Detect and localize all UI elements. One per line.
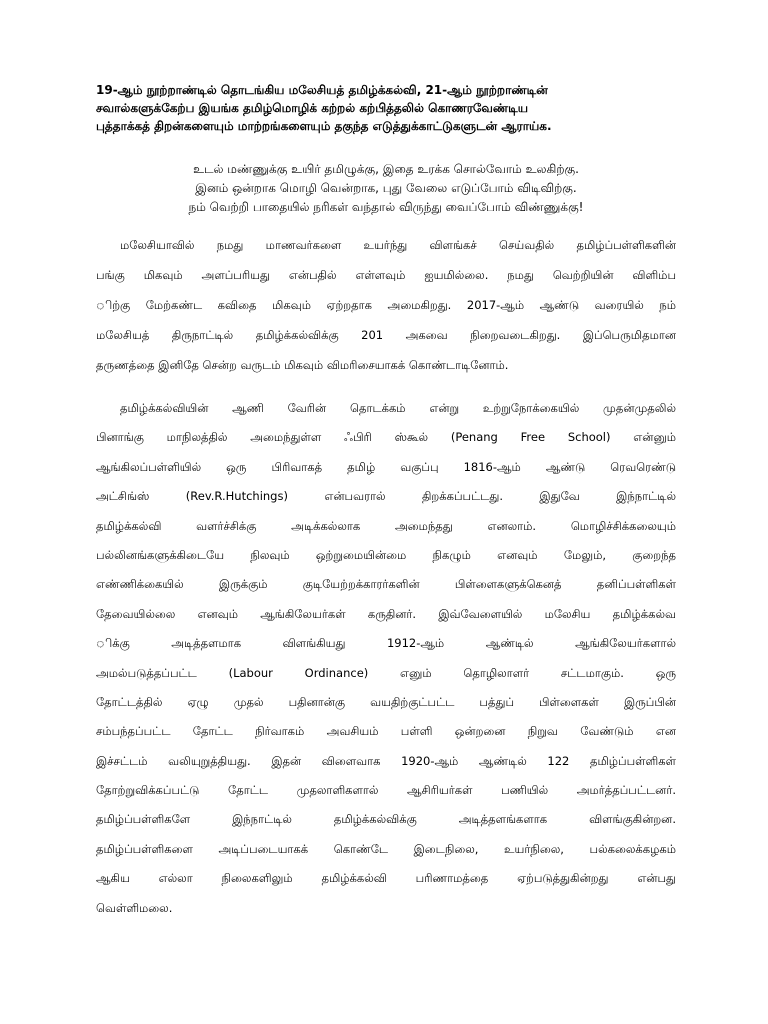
- paragraph-line: தமிழ்க்கல்வி வளர்ச்சிக்கு அடிக்கல்லாக அமைந்தது எனலாம். மொழிச்சிக்கலையும்: [96, 518, 676, 533]
- paragraph-line: மலேசியத் திருநாட்டில் தமிழ்க்கல்விக்கு 201 அகவை நிறைவடைகிறது. இப்பெருமிதமான: [96, 328, 676, 342]
- paragraph-line: பினாங்கு மாநிலத்தில் அமைந்துள்ள ஃபிரி ஸ்கூல் (Penang Free School) என்னும்: [96, 430, 676, 445]
- paragraph-line: தருணத்தை இனிதே சென்ற வருடம் மிகவும் விமரிசையாகக் கொண்டாடினோம்.: [96, 358, 509, 372]
- paragraph-line: ஆகிய எல்லா நிலைகளிலும் தமிழ்க்கல்வி பரிணாமத்தை ஏற்படுத்துகின்றது என்பது: [96, 871, 676, 886]
- paragraph-line: பங்கு மிகவும் அளப்பரியது என்பதில் எள்ளவும் ஐயமில்லை. நமது வெற்றியின் விளிம்ப: [96, 268, 676, 282]
- paragraph-line: தமிழ்க்கல்வியின் ஆணி வேரின் தொடக்கம் என்று உற்றுநோக்கையில் முதன்முதலில்: [120, 401, 676, 415]
- paragraph-line: தமிழ்ப்பள்ளிகளே இந்நாட்டில் தமிழ்க்கல்விக்கு அடித்தளங்களாக விளங்குகின்றன.: [96, 812, 676, 827]
- paragraph-line: தமிழ்ப்பள்ளிகளை அடிப்படையாகக் கொண்டே இடைநிலை, உயர்நிலை, பல்கலைக்கழகம்: [96, 841, 676, 856]
- poem-line: உடல் மண்ணுக்கு உயிர் தமிழுக்கு, இதை உரக்க சொல்வோம் உலகிற்கு.: [193, 162, 579, 176]
- paragraph-line: ிக்கு அடித்தளமாக விளங்கியது 1912-ஆம் ஆண்டில் ஆங்கிலேயர்களால்: [96, 636, 676, 651]
- paragraph-line: வெள்ளிமலை.: [96, 900, 173, 915]
- paragraph-line: தோற்றுவிக்கப்பட்டு தோட்ட முதலாளிகளால் ஆசிரியர்கள் பணியில் அமர்த்தப்பட்டனர்.: [96, 783, 676, 798]
- paragraph-line: ஆங்கிலப்பள்ளியில் ஒரு பிரிவாகத் தமிழ் வகுப்பு 1816-ஆம் ஆண்டு ரெவரெண்டு: [96, 459, 676, 474]
- title-line: சவால்களுக்கேற்ப இயங்க தமிழ்மொழிக் கற்றல் கற்பித்தலில் கொணரவேண்டிய: [96, 101, 529, 115]
- paragraph-intro: [96, 237, 676, 387]
- paragraph-line: எண்ணிக்கையில் இருக்கும் குடியேற்றக்காரர்களின் பிள்ளைகளுக்கெனத் தனிப்பள்ளிகள்: [96, 577, 676, 592]
- poem-line: நம் வெற்றி பாதையில் நரிகள் வந்தால் விருந்து வைப்போம் விண்ணுக்கு!: [188, 200, 584, 214]
- paragraph-history: [96, 400, 676, 929]
- paragraph-line: இச்சட்டம் வலியுறுத்தியது. இதன் விளைவாக 1920-ஆம் ஆண்டில் 122 தமிழ்ப்பள்ளிகள்: [96, 753, 676, 768]
- paragraph-line: பல்லினங்களுக்கிடையே நிலவும் ஒற்றுமையின்மை நிகழும் எனவும் மேலும், குறைந்த: [96, 547, 676, 562]
- opening-poem: [96, 160, 676, 217]
- poem-line: இனம் ஒன்றாக மொழி வென்றாக, புது வேலை எடுப்போம் விடிவிற்கு.: [195, 181, 577, 195]
- paragraph-line: அமல்படுத்தப்பட்ட (Labour Ordinance) எனும் தொழிலாளர் சட்டமாகும். ஒரு: [96, 665, 676, 680]
- paragraph-line: ிற்கு மேற்கண்ட கவிதை மிகவும் ஏற்றதாக அமைகிறது. 2017-ஆம் ஆண்டு வரையில் நம்: [96, 298, 676, 312]
- paragraph-line: சம்பந்தப்பட்ட தோட்ட நிர்வாகம் அவசியம் பள்ளி ஒன்றனை நிறுவ வேண்டும் என: [96, 724, 676, 739]
- title-line: 19-ஆம் நூற்றாண்டில் தொடங்கிய மலேசியத் தமிழ்க்கல்வி, 21-ஆம் நூற்றாண்டின்: [96, 83, 548, 97]
- title-line: புத்தாக்கத் திறன்களையும் மாற்றங்களையும் தகுந்த எடுத்துக்காட்டுகளுடன் ஆராய்க.: [96, 119, 552, 133]
- paragraph-line: அட்சிங்ஸ் (Rev.R.Hutchings) என்பவரால் திறக்கப்பட்டது. இதுவே இந்நாட்டில்: [96, 489, 676, 504]
- paragraph-line: தோட்டத்தில் ஏழு முதல் பதினான்கு வயதிற்குட்பட்ட பத்துப் பிள்ளைகள் இருப்பின்: [96, 694, 676, 709]
- paragraph-line: தேவையில்லை எனவும் ஆங்கிலேயர்கள் கருதினர். இவ்வேளையில் மலேசிய தமிழ்க்கல்வ: [96, 606, 676, 621]
- paragraph-line: மலேசியாவில் நமது மாணவர்களை உயர்ந்து விளங்கச் செய்வதில் தமிழ்ப்பள்ளிகளின்: [120, 238, 676, 252]
- essay-title: [96, 81, 676, 135]
